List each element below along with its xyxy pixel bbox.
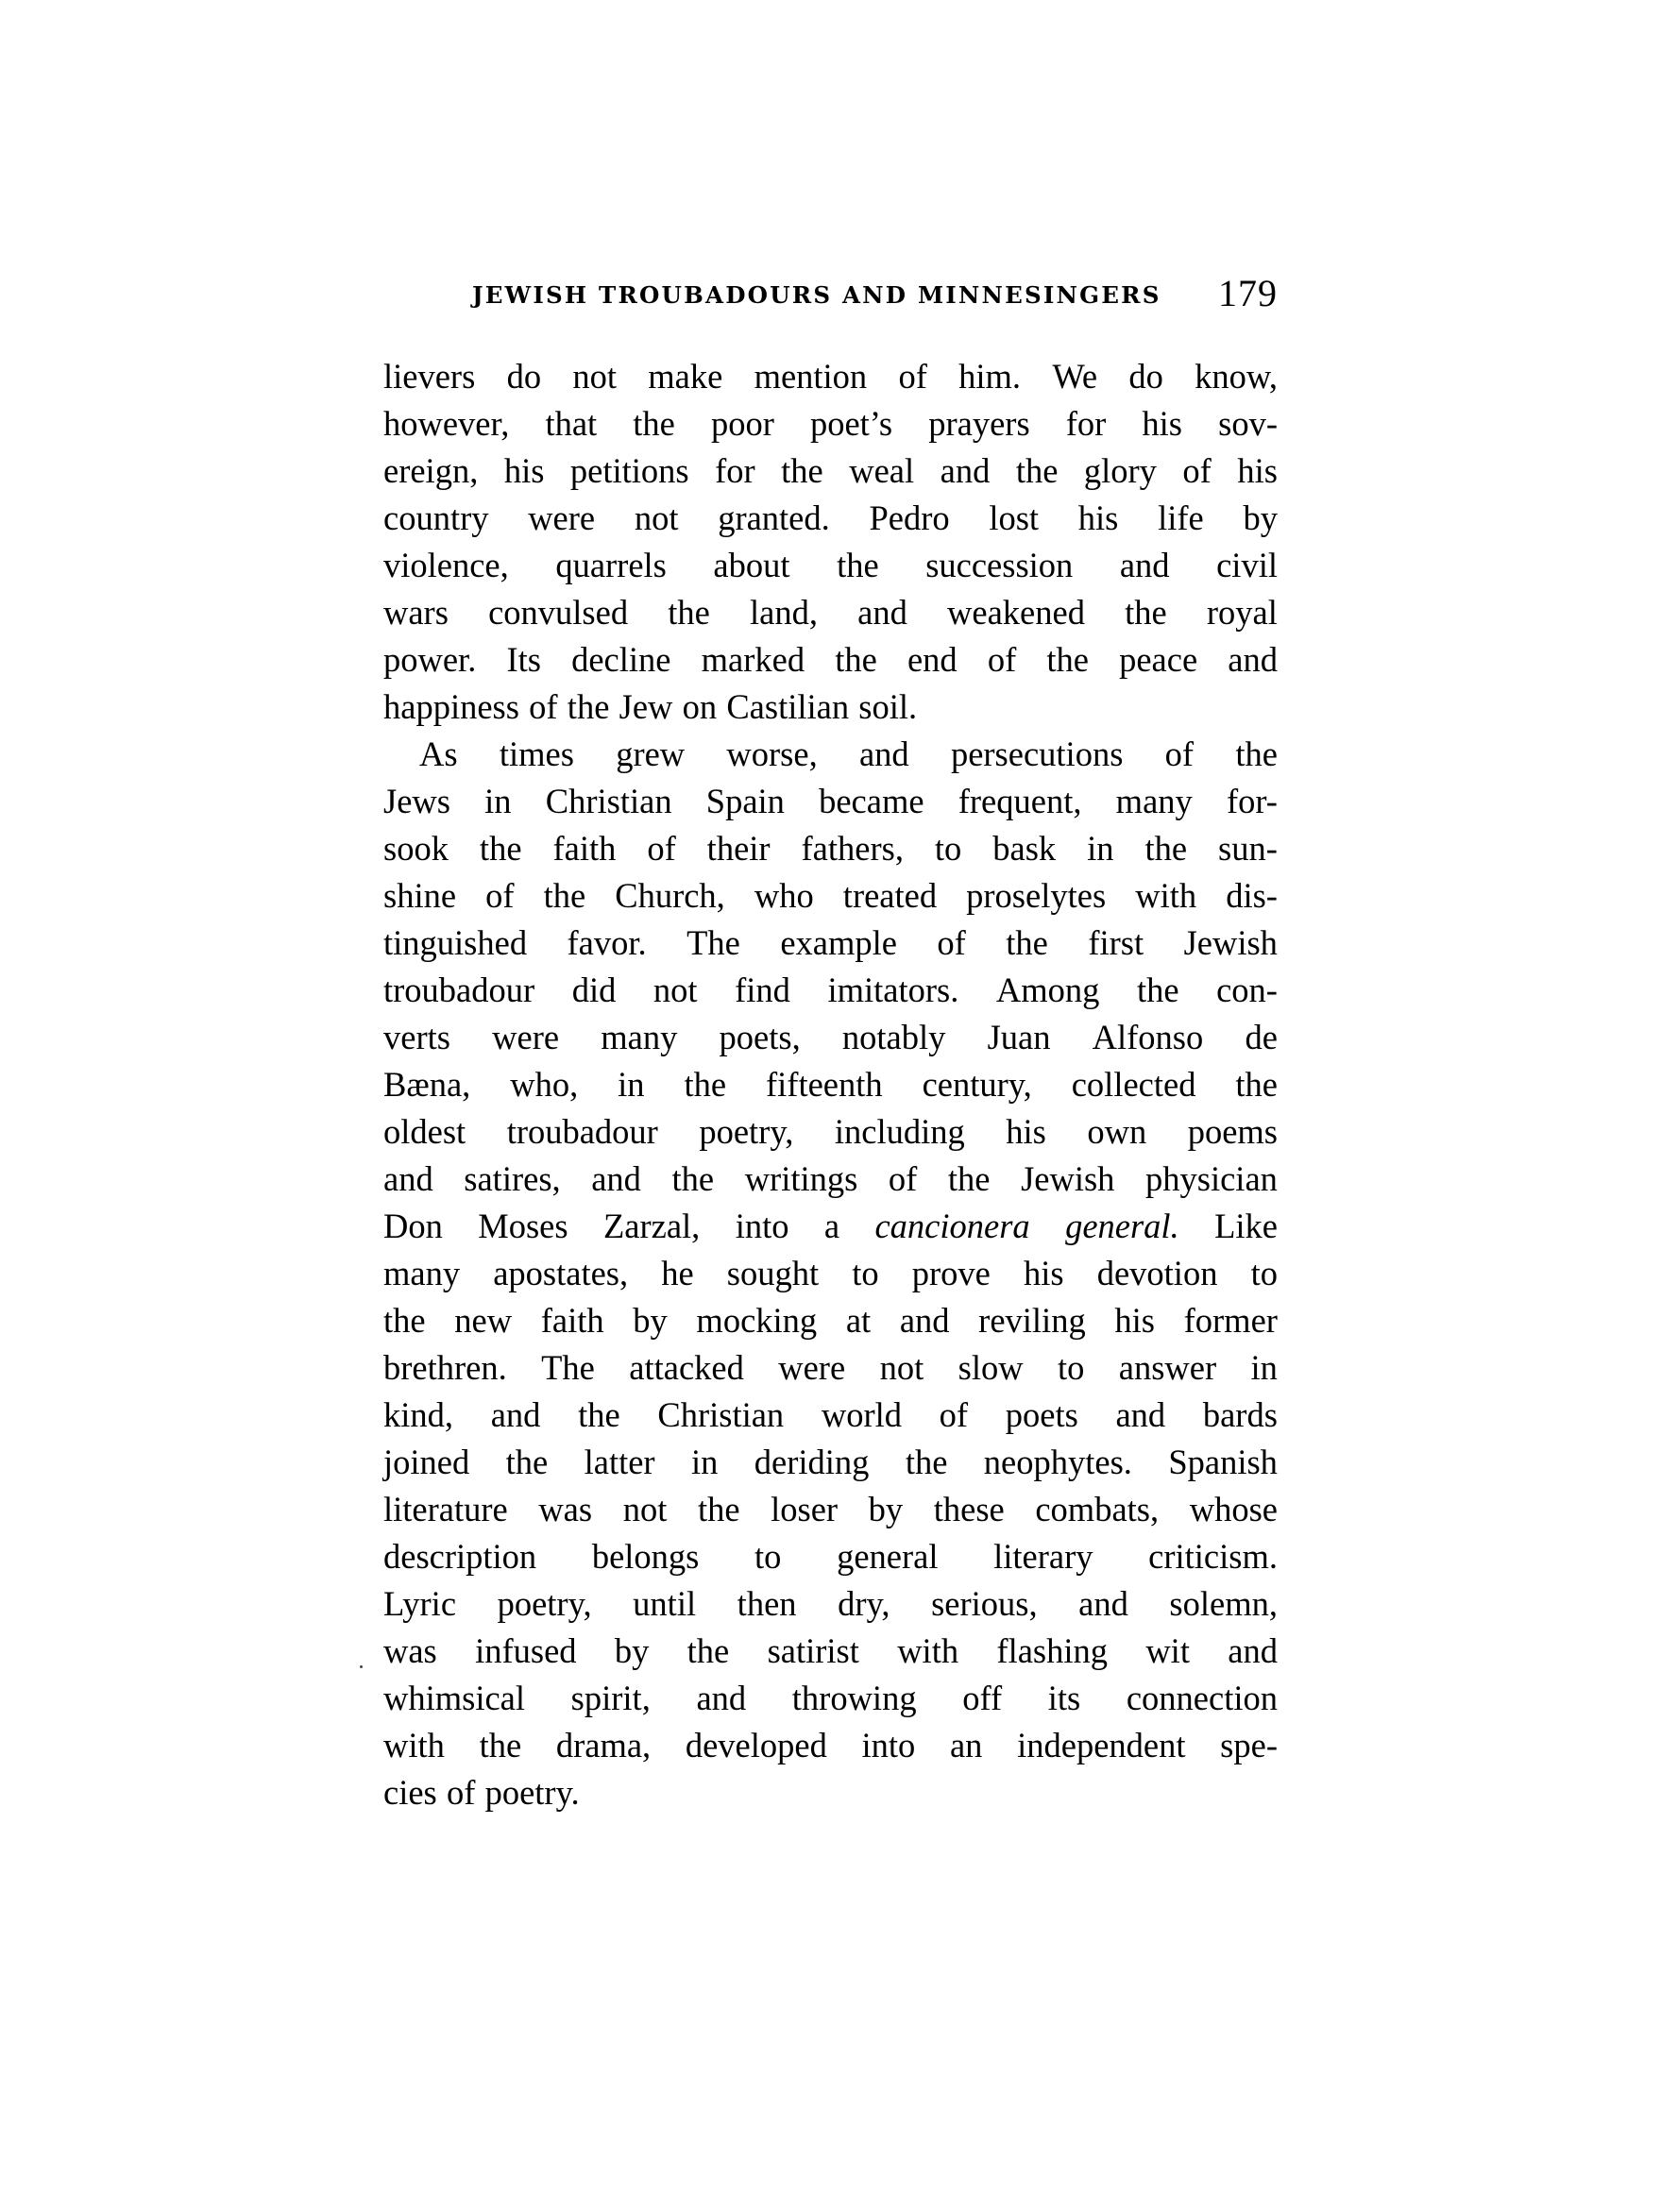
word: at: [845, 1301, 872, 1340]
word: in: [484, 782, 512, 820]
word: criticism.: [1148, 1537, 1278, 1576]
word: to: [1057, 1348, 1085, 1387]
word: by: [1243, 498, 1278, 537]
word: devotion: [1096, 1254, 1218, 1292]
word: frequent,: [958, 782, 1082, 820]
word: of: [485, 876, 515, 915]
word: the: [671, 1159, 715, 1198]
text-line: [383, 1392, 1278, 1439]
word: the: [578, 1395, 620, 1434]
word: civil: [1216, 546, 1278, 584]
text-line: [383, 825, 1278, 872]
text-line: [383, 1203, 1278, 1250]
word: poetry,: [497, 1584, 592, 1623]
word: troubadour: [383, 971, 535, 1009]
word: poetry.: [484, 1773, 580, 1812]
word: Jewish: [1183, 923, 1278, 962]
word: his: [503, 451, 545, 490]
word: not: [879, 1348, 924, 1387]
word: do: [506, 357, 542, 396]
word: end: [907, 640, 958, 679]
word: Jewish: [1021, 1159, 1115, 1198]
word: of: [987, 640, 1017, 679]
word: bask: [992, 829, 1057, 868]
text-line: [383, 684, 1278, 731]
word: proselytes: [966, 876, 1107, 915]
word: Spanish: [1168, 1443, 1278, 1481]
word: attacked: [629, 1348, 744, 1387]
word: of: [937, 923, 966, 962]
word: flashing: [996, 1631, 1109, 1670]
word: the: [1125, 593, 1167, 632]
word: example: [780, 923, 897, 962]
word: make: [648, 357, 723, 396]
word: satirist: [767, 1631, 859, 1670]
word: to: [754, 1537, 782, 1576]
word: life: [1158, 498, 1204, 537]
running-head: [472, 268, 1278, 314]
word: times: [499, 735, 574, 773]
word: treated: [842, 876, 938, 915]
word: prayers: [928, 404, 1030, 443]
word: many: [383, 1254, 461, 1292]
word: and: [591, 1159, 641, 1198]
word: lost: [989, 498, 1040, 537]
word: persecutions: [950, 735, 1124, 773]
word: the: [697, 1490, 740, 1528]
word: not: [634, 498, 679, 537]
body-text: [383, 353, 1278, 1816]
word: petitions: [569, 451, 689, 490]
word: mocking: [696, 1301, 818, 1340]
word: first: [1088, 923, 1144, 962]
word: Zarzal,: [602, 1207, 701, 1245]
word: bards: [1202, 1395, 1278, 1434]
word: of: [939, 1395, 969, 1434]
word: of: [647, 829, 676, 868]
word: description: [383, 1537, 537, 1576]
word: de: [1245, 1018, 1278, 1056]
paragraph-first-line: [383, 731, 1278, 778]
text-line: [383, 778, 1278, 825]
word: poems: [1187, 1112, 1278, 1151]
word: Pedro: [869, 498, 950, 537]
word: the: [479, 1726, 522, 1765]
word: were: [528, 498, 596, 537]
word: independent: [1017, 1726, 1186, 1765]
word: grew: [616, 735, 686, 773]
word: the: [947, 1159, 991, 1198]
word: the: [1006, 923, 1048, 962]
word: worse,: [726, 735, 818, 773]
word: peace: [1119, 640, 1198, 679]
word: dis-: [1226, 876, 1278, 915]
word: neophytes.: [983, 1443, 1132, 1481]
word: until: [633, 1584, 697, 1623]
word: Alfonso: [1092, 1018, 1204, 1056]
word: imitators.: [827, 971, 959, 1009]
word: decline: [571, 640, 671, 679]
text-line: [383, 1061, 1278, 1108]
word: soil.: [858, 687, 918, 726]
word: Like: [1214, 1207, 1278, 1245]
word: new: [454, 1301, 513, 1340]
word: was: [538, 1490, 593, 1528]
word: the: [684, 1065, 727, 1104]
word: fathers,: [801, 829, 904, 868]
word: infused: [475, 1631, 577, 1670]
word: with: [1135, 876, 1197, 915]
word: fifteenth: [766, 1065, 883, 1104]
word: an: [949, 1726, 983, 1765]
word: to: [1250, 1254, 1278, 1292]
word: and: [1119, 546, 1170, 584]
word: brethren.: [383, 1348, 507, 1387]
word: became: [819, 782, 924, 820]
word: of: [888, 1159, 918, 1198]
page-number: 179: [1218, 272, 1278, 314]
word: the: [567, 687, 610, 726]
word: off: [962, 1679, 1003, 1717]
word: and: [1115, 1395, 1166, 1434]
word: collected: [1071, 1065, 1196, 1104]
word: to: [934, 829, 962, 868]
word: for: [1065, 404, 1107, 443]
word: however,: [383, 404, 510, 443]
text-line: [383, 1344, 1278, 1392]
word: in: [690, 1443, 719, 1481]
text-line: [383, 872, 1278, 920]
word: marked: [701, 640, 805, 679]
word: by: [868, 1490, 904, 1528]
word: not: [572, 357, 617, 396]
text-line: [383, 1014, 1278, 1061]
word: succession: [925, 546, 1074, 584]
word: connection: [1126, 1679, 1278, 1717]
word: his: [1006, 1112, 1046, 1151]
word: for: [715, 451, 755, 490]
text-line: [383, 967, 1278, 1014]
word: Moses: [478, 1207, 568, 1245]
word: answer: [1118, 1348, 1217, 1387]
text-line: [383, 1769, 1278, 1816]
word: the: [905, 1443, 948, 1481]
word: Christian: [657, 1395, 785, 1434]
word: Jews: [383, 782, 450, 820]
word: poor: [710, 404, 774, 443]
word: the: [543, 876, 586, 915]
word: the: [479, 829, 522, 868]
word: and: [1078, 1584, 1128, 1623]
word: the: [835, 640, 877, 679]
word: country: [383, 498, 489, 537]
text-line: [383, 1439, 1278, 1486]
word: the: [781, 451, 823, 490]
word: his: [1024, 1254, 1064, 1292]
word: drama,: [555, 1726, 652, 1765]
word: his: [1142, 404, 1183, 443]
word: into: [735, 1207, 789, 1245]
word: Don: [383, 1207, 443, 1245]
word: royal: [1206, 593, 1278, 632]
text-line: [383, 1486, 1278, 1533]
italic-word: cancionera: [874, 1207, 1030, 1245]
word: and: [490, 1395, 541, 1434]
word: quarrels: [555, 546, 667, 584]
word: about: [713, 546, 790, 584]
word: world: [821, 1395, 902, 1434]
word: on: [682, 687, 718, 726]
word: Bæna,: [383, 1065, 471, 1104]
word: and: [940, 451, 991, 490]
text-line: [383, 920, 1278, 967]
word: with: [897, 1631, 959, 1670]
word: apostates,: [493, 1254, 629, 1292]
word: loser: [771, 1490, 839, 1528]
word: throwing: [791, 1679, 917, 1717]
word: century,: [922, 1065, 1032, 1104]
word: The: [686, 923, 740, 962]
text-line: [383, 1156, 1278, 1203]
word: not: [653, 971, 698, 1009]
word: he: [661, 1254, 694, 1292]
word: then: [737, 1584, 797, 1623]
word: kind,: [383, 1395, 454, 1434]
word: him.: [958, 357, 1022, 396]
word: Its: [506, 640, 541, 679]
word: spe-: [1220, 1726, 1278, 1765]
word: the: [1015, 451, 1059, 490]
word: of: [898, 357, 927, 396]
word: sook: [383, 829, 449, 868]
word: the: [505, 1443, 549, 1481]
word: of: [1182, 451, 1212, 490]
word: weakened: [947, 593, 1085, 632]
word: combats,: [1035, 1490, 1160, 1528]
word: of: [446, 1773, 476, 1812]
text-line: [383, 1533, 1278, 1580]
word: notably: [841, 1018, 946, 1056]
text-line: [383, 1108, 1278, 1156]
word: were: [492, 1018, 560, 1056]
text-line: [383, 1297, 1278, 1344]
word: many: [601, 1018, 678, 1056]
text-line: [383, 400, 1278, 447]
word: of: [529, 687, 558, 726]
word: latter: [584, 1443, 655, 1481]
word: the: [1235, 1065, 1278, 1104]
word: the: [1144, 829, 1188, 868]
word: prove: [911, 1254, 991, 1292]
word: including: [834, 1112, 965, 1151]
word: with: [383, 1726, 445, 1765]
word: tinguished: [383, 923, 528, 962]
word: writings: [744, 1159, 858, 1198]
word: physician: [1145, 1159, 1278, 1198]
word: did: [571, 971, 617, 1009]
word: for-: [1226, 782, 1278, 820]
word: We: [1052, 357, 1098, 396]
word: shine: [383, 876, 457, 915]
word: by: [633, 1301, 668, 1340]
italic-word: general.: [1065, 1207, 1179, 1245]
word: power.: [383, 640, 477, 679]
word: con-: [1216, 971, 1278, 1009]
text-line: [383, 495, 1278, 542]
word: their: [706, 829, 771, 868]
word: favor.: [567, 923, 647, 962]
word: these: [933, 1490, 1005, 1528]
word: not: [622, 1490, 668, 1528]
word: poets,: [719, 1018, 801, 1056]
word: serious,: [931, 1584, 1038, 1623]
word: the: [837, 546, 879, 584]
word: Spain: [705, 782, 785, 820]
word: slow: [958, 1348, 1024, 1387]
word: own: [1087, 1112, 1147, 1151]
text-line: [383, 447, 1278, 495]
word: who,: [510, 1065, 579, 1104]
word: whose: [1189, 1490, 1278, 1528]
text-line: [383, 353, 1278, 400]
word: and: [857, 593, 907, 632]
word: sought: [726, 1254, 820, 1292]
word: in: [1087, 829, 1114, 868]
text-line: [383, 589, 1278, 636]
word: belongs: [591, 1537, 700, 1576]
word: and: [1228, 1631, 1278, 1670]
word: the: [1046, 640, 1089, 679]
word: convulsed: [488, 593, 629, 632]
word: whimsical: [383, 1679, 526, 1717]
word: was: [383, 1631, 437, 1670]
word: verts: [383, 1018, 450, 1056]
word: sun-: [1218, 829, 1278, 868]
text-line: [383, 636, 1278, 684]
word: cies: [383, 1773, 437, 1812]
word: ereign,: [383, 451, 479, 490]
running-head-title: JEWISH TROUBADOURS AND MINNESINGERS: [472, 281, 1161, 309]
word: land,: [750, 593, 818, 632]
word: Juan: [987, 1018, 1051, 1056]
text-line: [383, 1675, 1278, 1722]
word: Christian: [545, 782, 672, 820]
word: wars: [383, 593, 449, 632]
text-line: [383, 1722, 1278, 1769]
word: sov-: [1218, 404, 1278, 443]
word: developed: [685, 1726, 827, 1765]
word: the: [383, 1301, 426, 1340]
word: the: [668, 593, 710, 632]
word: the: [1136, 971, 1179, 1009]
word: happiness: [383, 687, 519, 726]
word: know,: [1195, 357, 1278, 396]
word: The: [541, 1348, 595, 1387]
word: in: [1250, 1348, 1278, 1387]
word: and: [858, 735, 909, 773]
word: the: [686, 1631, 730, 1670]
word: faith: [540, 1301, 604, 1340]
word: dry,: [838, 1584, 890, 1623]
word: glory: [1083, 451, 1157, 490]
word: violence,: [383, 546, 509, 584]
word: Castilian: [726, 687, 850, 726]
word: satires,: [464, 1159, 561, 1198]
word: joined: [383, 1443, 470, 1481]
text-line: [383, 1250, 1278, 1297]
text-line: [383, 542, 1278, 589]
word: oldest: [383, 1112, 466, 1151]
word: the: [1235, 735, 1278, 773]
word: the: [633, 404, 675, 443]
word: Lyric: [383, 1584, 457, 1623]
word: reviling: [978, 1301, 1086, 1340]
word: into: [861, 1726, 916, 1765]
word: that: [545, 404, 598, 443]
word: general: [837, 1537, 939, 1576]
word: his: [1077, 498, 1119, 537]
word: were: [778, 1348, 846, 1387]
word: Jew: [619, 687, 673, 726]
word: As: [419, 735, 458, 773]
word: to: [852, 1254, 879, 1292]
word: literature: [383, 1490, 508, 1528]
word: lievers: [383, 357, 476, 396]
word: troubadour: [506, 1112, 658, 1151]
word: deriding: [754, 1443, 870, 1481]
word: mention: [754, 357, 868, 396]
word: weal: [849, 451, 915, 490]
word: find: [735, 971, 790, 1009]
word: and: [1228, 640, 1278, 679]
word: many: [1115, 782, 1193, 820]
word: do: [1128, 357, 1163, 396]
text-line: [383, 1580, 1278, 1628]
word: his: [1114, 1301, 1155, 1340]
word: his: [1237, 451, 1278, 490]
word: spirit,: [570, 1679, 651, 1717]
word: Among: [995, 971, 1100, 1009]
word: faith: [552, 829, 617, 868]
word: wit: [1145, 1631, 1190, 1670]
word: and: [899, 1301, 950, 1340]
word: who: [754, 876, 814, 915]
word: in: [618, 1065, 645, 1104]
word: Church,: [615, 876, 725, 915]
word: poetry,: [699, 1112, 794, 1151]
word: solemn,: [1169, 1584, 1278, 1623]
word: a: [823, 1207, 840, 1245]
word: poets: [1005, 1395, 1078, 1434]
word: and: [696, 1679, 747, 1717]
word: of: [1164, 735, 1195, 773]
word: and: [383, 1159, 433, 1198]
text-line: [383, 1628, 1278, 1675]
word: by: [614, 1631, 650, 1670]
word: granted.: [718, 498, 830, 537]
word: poet’s: [809, 404, 893, 443]
word: former: [1183, 1301, 1278, 1340]
word: its: [1047, 1679, 1081, 1717]
word: literary: [993, 1537, 1093, 1576]
margin-speck: [360, 1665, 363, 1668]
